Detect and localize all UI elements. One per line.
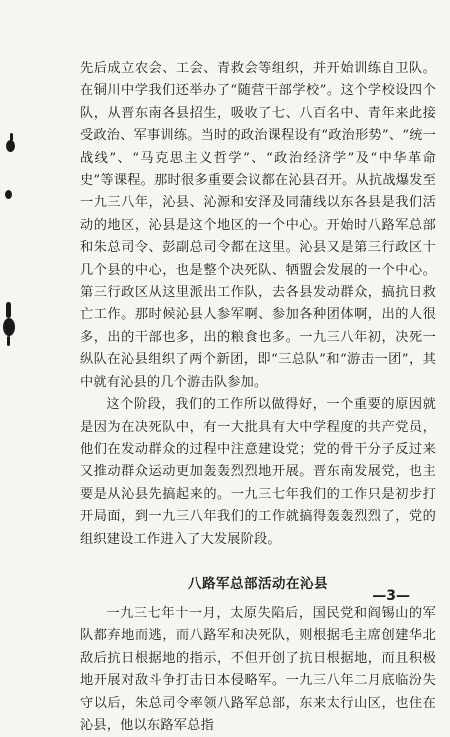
- paragraph-continued: 先后成立农会、工会、青救会等组织，并开始训练自卫队。在铜川中学我们还举办了“随营干部学校”。这个学校设四个队，从晋东南各县招生，吸收了七、八百名中、青年来此接受政治、军事训练。当时的政治课程设有“政治形势”、“统一战线”、“马克思主义哲学”、“政治经济学”及“中华革命史”等课程。那时很多重要会议都在沁县召开。从抗战爆发至一九三八年，沁县、沁源和安泽及同蒲线以东各县是我们活动的地区，沁县是这个地区的一个中心。开始时八路军总部和朱总司令、彭副总司令都在这里。沁县又是第三行政区十几个县的中心，也是整个决死队、牺盟会发展的一个中心。第三行政区从这里派出工作队，去各县发动群众，搞抗日救亡工作。那时候沁县人参军啊、参加各种团体啊，出的人很多，出的干部也多，出的粮食也多。一九三八年初，决死一纵队在沁县组织了两个新团，即“三总队”和“游击一团”，其中就有沁县的几个游击队参加。: [80, 61, 436, 390]
- paragraph: 这个阶段，我们的工作所以做得好，一个重要的原因就是因为在决死队中，有一大批具有大中学程度的共产党员，他们在发动群众的过程中注意建设党；党的骨干分子反过来又推动群众运动更加轰轰烈烈地开展。晋东南发展党，也主要是从沁县先搞起来的。一九三七年我们的工作只是初步打开局面，到一九三八年我们的工作就搞得轰轰烈烈了，党的组织建设工作进入了大发展阶段。: [80, 397, 436, 547]
- page-number: —3—: [372, 588, 410, 604]
- section-heading: 八路军总部活动在沁县: [188, 575, 328, 592]
- ink-blot: [6, 140, 15, 152]
- ink-blot: [6, 302, 11, 318]
- section-paragraph: 一九三七年十一月，太原失陷后，国民党和阎锡山的军队都弃地而逃，而八路军和决死队，则根据毛主席创建华北敌后抗日根据地的指示，不但开创了抗日根据地，而且积极地开展对敌斗争打击日本侵略军。一九三八年二月底临汾失守以后，朱总司令率领八路军总部，东来太行山区，也住在沁县，他以东路军总指: [80, 605, 436, 733]
- ink-blot: [5, 190, 12, 199]
- ink-blot: [7, 336, 10, 346]
- ink-blot: [3, 318, 15, 336]
- body-text: [80, 58, 436, 737]
